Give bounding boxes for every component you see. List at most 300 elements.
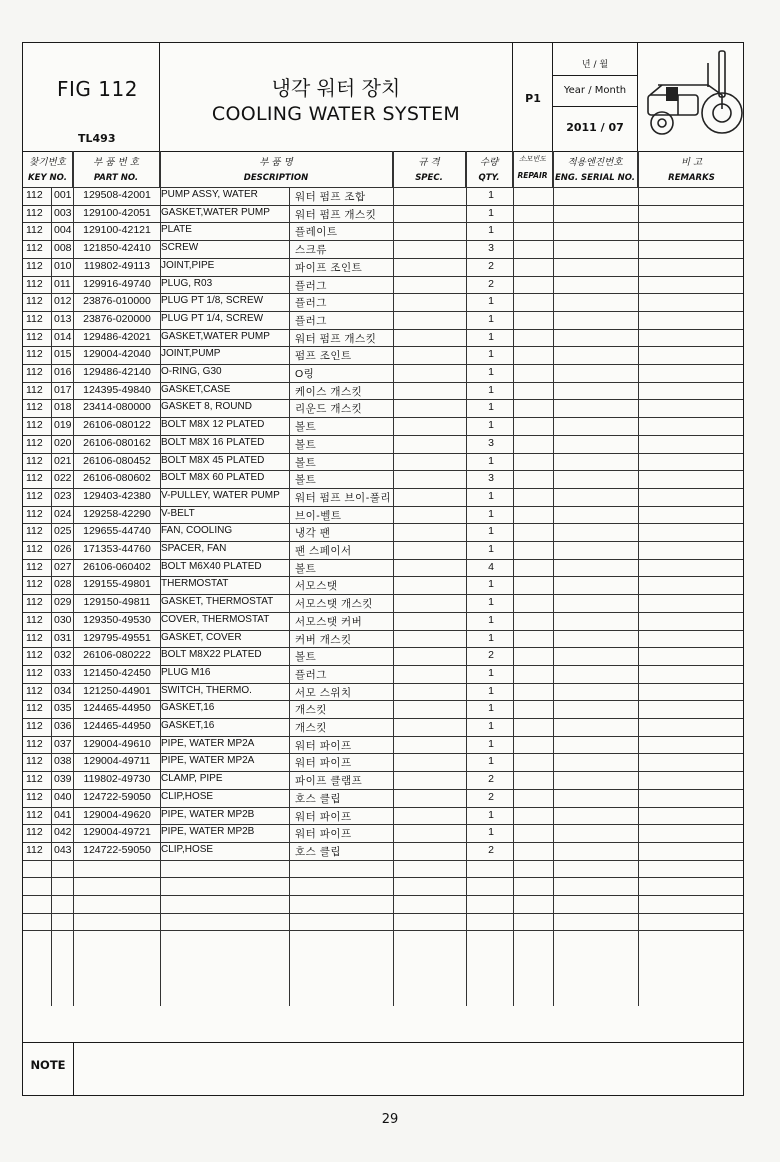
table-row xyxy=(23,842,743,860)
part-number: 26106-080122 xyxy=(83,419,151,432)
fig-number: 112 xyxy=(26,419,43,432)
col-spec-ko: 규 격 xyxy=(418,157,440,168)
row-divider xyxy=(23,382,743,383)
table-row xyxy=(23,364,743,382)
part-number: 129486-42140 xyxy=(83,366,151,378)
part-number: 129100-42051 xyxy=(83,206,151,219)
key-number: 031 xyxy=(54,631,72,644)
fig-number: 112 xyxy=(26,808,43,821)
col-key-ko: 찾기번호 xyxy=(29,157,66,168)
row-divider xyxy=(23,807,743,808)
key-number: 016 xyxy=(54,366,72,378)
key-number: 032 xyxy=(54,649,72,662)
quantity: 1 xyxy=(488,295,494,308)
description: FAN, COOLING xyxy=(161,525,233,537)
part-number: 124395-49840 xyxy=(83,383,151,396)
quantity: 2 xyxy=(488,277,494,290)
korean-name: 워터 파이프 xyxy=(295,828,352,841)
part-number: 129155-49801 xyxy=(83,578,151,591)
korean-name: O링 xyxy=(295,368,315,380)
row-divider xyxy=(23,417,743,418)
table-row xyxy=(23,559,743,577)
quantity: 1 xyxy=(488,543,494,555)
table-row xyxy=(23,470,743,488)
note-box xyxy=(23,1042,743,1095)
key-number: 023 xyxy=(54,489,72,502)
quantity: 1 xyxy=(488,206,494,219)
quantity: 2 xyxy=(488,790,494,803)
col-desc-en: DESCRIPTION xyxy=(243,173,309,183)
col-spec xyxy=(393,151,466,187)
table-row xyxy=(23,612,743,630)
row-divider xyxy=(23,718,743,719)
korean-name: 커버 개스킷 xyxy=(295,633,352,646)
korean-name: 워터 파이프 xyxy=(295,739,352,752)
korean-name: 호스 클립 xyxy=(295,792,341,805)
part-number: 23414-080000 xyxy=(83,401,151,414)
column-divider xyxy=(466,151,467,1006)
description: PLUG PT 1/4, SCREW xyxy=(161,312,264,324)
description: GASKET, THERMOSTAT xyxy=(161,596,274,608)
figure-number: FIG 112 xyxy=(57,77,138,101)
part-number: 124722-59050 xyxy=(83,790,151,803)
korean-name: 볼트 xyxy=(295,456,317,469)
col-spec-en: SPEC. xyxy=(415,173,443,183)
part-number: 129486-42021 xyxy=(83,330,151,343)
fig-number: 112 xyxy=(26,330,43,343)
title-english: COOLING WATER SYSTEM xyxy=(211,103,461,125)
quantity: 1 xyxy=(488,224,494,237)
korean-name: 파이프 조인트 xyxy=(295,261,363,274)
key-number: 028 xyxy=(54,578,72,591)
part-number: 119802-49730 xyxy=(83,773,151,786)
table-row xyxy=(23,736,743,754)
fig-number: 112 xyxy=(26,790,43,803)
table-row xyxy=(23,594,743,612)
fig-number: 112 xyxy=(26,578,43,591)
col-part-no xyxy=(73,151,160,187)
description: THERMOSTAT xyxy=(161,578,229,590)
part-number: 124722-59050 xyxy=(83,843,151,856)
fig-number: 112 xyxy=(26,189,43,201)
description: PLATE xyxy=(161,224,192,236)
row-divider xyxy=(23,364,743,365)
row-divider xyxy=(23,576,743,577)
key-number: 022 xyxy=(54,472,72,485)
fig-number: 112 xyxy=(26,702,43,715)
row-divider xyxy=(23,258,743,259)
quantity: 1 xyxy=(488,312,494,325)
korean-name: 서모스탯 개스킷 xyxy=(295,598,373,611)
korean-name: 개스킷 xyxy=(295,704,327,717)
table-row xyxy=(23,382,743,400)
table-row xyxy=(23,541,743,559)
row-divider xyxy=(23,506,743,507)
korean-name: 서모스탯 xyxy=(295,580,338,593)
part-number: 124465-44950 xyxy=(83,702,151,715)
part-number: 129795-49551 xyxy=(83,631,151,644)
table-row xyxy=(23,824,743,842)
fig-number: 112 xyxy=(26,489,43,502)
year-month-korean: 년 / 월 xyxy=(581,60,609,70)
table-row xyxy=(23,700,743,718)
korean-name: 파이프 클램프 xyxy=(295,775,363,788)
korean-name: 볼트 xyxy=(295,562,317,575)
key-number: 042 xyxy=(54,826,72,839)
column-divider xyxy=(73,151,74,1006)
column-divider xyxy=(51,187,52,1006)
part-number: 119802-49113 xyxy=(83,259,151,272)
description: GASKET,16 xyxy=(161,720,215,731)
part-number: 26106-080452 xyxy=(83,454,151,467)
row-divider xyxy=(23,470,743,471)
description: GASKET,CASE xyxy=(161,383,231,395)
part-number: 26106-060402 xyxy=(83,560,151,573)
description: PLUG PT 1/8, SCREW xyxy=(161,295,264,307)
row-divider xyxy=(23,453,743,454)
table-row xyxy=(23,311,743,329)
quantity: 2 xyxy=(488,259,494,272)
korean-name: 개스킷 xyxy=(295,722,327,734)
fig-number: 112 xyxy=(26,259,43,272)
key-number: 039 xyxy=(54,773,72,786)
key-number: 018 xyxy=(54,401,72,414)
fig-number: 112 xyxy=(26,224,43,237)
part-number: 23876-020000 xyxy=(83,312,151,325)
model-code: TL493 xyxy=(78,132,116,145)
page-number: 29 xyxy=(381,1112,399,1127)
key-number: 030 xyxy=(54,613,72,626)
col-serial-ko: 적용엔진번호 xyxy=(567,157,623,168)
description: BOLT M8X 60 PLATED xyxy=(161,472,265,484)
key-number: 015 xyxy=(54,348,72,361)
column-divider xyxy=(289,187,290,1006)
parts-sheet xyxy=(22,42,744,1096)
fig-number: 112 xyxy=(26,472,43,485)
column-divider xyxy=(553,151,554,1006)
quantity: 1 xyxy=(488,401,494,414)
fig-number: 112 xyxy=(26,649,43,662)
tractor-icon xyxy=(638,43,745,151)
fig-number: 112 xyxy=(26,631,43,644)
key-number: 026 xyxy=(54,543,72,555)
table-row xyxy=(23,453,743,471)
table-row xyxy=(23,276,743,294)
korean-name: 워터 파이프 xyxy=(295,757,352,770)
table-row xyxy=(23,187,743,205)
table-row xyxy=(23,240,743,258)
row-divider xyxy=(23,187,743,188)
part-number: 129100-42121 xyxy=(83,224,151,237)
description: PIPE, WATER MP2B xyxy=(161,826,255,838)
quantity: 1 xyxy=(488,808,494,821)
table-row xyxy=(23,523,743,541)
col-repair-en: REPAIR xyxy=(517,171,548,180)
description: BOLT M8X 45 PLATED xyxy=(161,454,265,466)
col-desc-ko: 부 품 명 xyxy=(259,157,293,168)
description: JOINT,PIPE xyxy=(161,259,215,271)
quantity: 1 xyxy=(488,189,494,201)
fig-number: 112 xyxy=(26,401,43,414)
key-number: 034 xyxy=(54,684,72,697)
korean-name: 리운드 개스킷 xyxy=(295,403,363,416)
year-month-label: Year / Month xyxy=(563,85,627,96)
column-divider xyxy=(393,151,394,1006)
fig-number: 112 xyxy=(26,720,43,732)
column-divider xyxy=(638,151,639,1006)
fig-number: 112 xyxy=(26,383,43,396)
row-divider xyxy=(23,789,743,790)
table-row xyxy=(23,771,743,789)
description: GASKET, COVER xyxy=(161,631,242,643)
fig-number: 112 xyxy=(26,242,43,255)
korean-name: 워터 펌프 개스킷 xyxy=(295,208,377,221)
table-row xyxy=(23,753,743,771)
quantity: 1 xyxy=(488,613,494,626)
divider xyxy=(553,106,637,107)
korean-name: 플레이트 xyxy=(295,226,338,239)
table-row xyxy=(23,647,743,665)
fig-number: 112 xyxy=(26,684,43,697)
table-row xyxy=(23,576,743,594)
row-divider xyxy=(23,346,743,347)
col-qty xyxy=(466,151,513,187)
quantity: 3 xyxy=(488,472,494,485)
key-number: 014 xyxy=(54,330,72,343)
fig-number: 112 xyxy=(26,507,43,520)
korean-name: 워터 펌프 브이-풀리 xyxy=(295,491,391,504)
col-remarks-en: REMARKS xyxy=(668,173,715,183)
row-divider xyxy=(23,842,743,843)
part-number: 121250-44901 xyxy=(83,684,151,697)
part-number: 129258-42290 xyxy=(83,507,151,520)
table-row xyxy=(23,399,743,417)
key-number: 004 xyxy=(54,224,72,237)
fig-number: 112 xyxy=(26,560,43,573)
row-divider xyxy=(23,329,743,330)
row-divider xyxy=(23,541,743,542)
fig-number: 112 xyxy=(26,773,43,786)
row-divider xyxy=(23,753,743,754)
part-number: 26106-080162 xyxy=(83,436,151,449)
quantity: 1 xyxy=(488,507,494,520)
description: V-BELT xyxy=(161,507,195,519)
description: BOLT M6X40 PLATED xyxy=(161,560,262,572)
fig-number: 112 xyxy=(26,295,43,308)
quantity: 1 xyxy=(488,684,494,697)
figure-cell xyxy=(23,43,160,151)
description: V-PULLEY, WATER PUMP xyxy=(161,489,280,501)
col-qty-en: QTY. xyxy=(478,173,500,183)
row-divider xyxy=(23,293,743,294)
korean-name: 브이-벨트 xyxy=(295,509,342,522)
part-number: 23876-010000 xyxy=(83,295,151,308)
part-number: 121850-42410 xyxy=(83,242,151,255)
korean-name: 플러그 xyxy=(295,314,327,327)
description: BOLT M8X22 PLATED xyxy=(161,649,262,661)
key-number: 037 xyxy=(54,737,72,750)
tractor-illustration-cell xyxy=(638,43,745,151)
description: SPACER, FAN xyxy=(161,543,227,554)
key-number: 010 xyxy=(54,259,72,272)
col-qty-ko: 수량 xyxy=(479,157,499,168)
part-number: 129004-49721 xyxy=(83,826,151,839)
part-number: 129004-49620 xyxy=(83,808,151,821)
korean-name: 플러그 xyxy=(295,279,327,292)
quantity: 1 xyxy=(488,631,494,644)
description: BOLT M8X 12 PLATED xyxy=(161,419,265,431)
part-number: 129403-42380 xyxy=(83,489,151,502)
description: PIPE, WATER MP2B xyxy=(161,808,255,820)
korean-name: 플러그 xyxy=(295,297,327,310)
col-key-en: KEY NO. xyxy=(28,173,67,183)
fig-number: 112 xyxy=(26,436,43,449)
key-number: 008 xyxy=(54,242,72,255)
description: GASKET,16 xyxy=(161,702,215,714)
row-divider xyxy=(23,523,743,524)
part-number: 129916-49740 xyxy=(83,277,151,290)
quantity: 1 xyxy=(488,525,494,538)
row-divider xyxy=(23,240,743,241)
key-number: 021 xyxy=(54,454,72,467)
note-label: NOTE xyxy=(23,1043,74,1095)
part-number: 129004-49711 xyxy=(83,755,151,768)
fig-number: 112 xyxy=(26,206,43,219)
quantity: 1 xyxy=(488,366,494,378)
key-number: 003 xyxy=(54,206,72,219)
quantity: 2 xyxy=(488,649,494,662)
korean-name: 워터 펌프 개스킷 xyxy=(295,332,377,345)
fig-number: 112 xyxy=(26,348,43,361)
description: PIPE, WATER MP2A xyxy=(161,755,255,767)
row-divider xyxy=(23,913,743,914)
korean-name: 팬 스페이서 xyxy=(295,545,352,557)
korean-name: 서모 스위치 xyxy=(295,686,352,699)
quantity: 1 xyxy=(488,330,494,343)
quantity: 2 xyxy=(488,843,494,856)
key-number: 017 xyxy=(54,383,72,396)
korean-name: 서모스탯 커버 xyxy=(295,615,363,628)
fig-number: 112 xyxy=(26,312,43,325)
table-row xyxy=(23,346,743,364)
key-number: 029 xyxy=(54,596,72,609)
description: JOINT,PUMP xyxy=(161,348,221,360)
quantity: 3 xyxy=(488,242,494,255)
col-repair xyxy=(513,151,553,187)
col-description xyxy=(160,151,393,187)
description: PLUG, R03 xyxy=(161,277,213,289)
table-row xyxy=(23,417,743,435)
title-korean: 냉각 워터 장치 xyxy=(271,76,401,100)
korean-name: 워터 파이프 xyxy=(295,810,352,823)
quantity: 1 xyxy=(488,755,494,768)
table-row xyxy=(23,435,743,453)
row-divider xyxy=(23,594,743,595)
table-row xyxy=(23,222,743,240)
fig-number: 112 xyxy=(26,737,43,750)
key-number: 001 xyxy=(54,189,72,201)
quantity: 1 xyxy=(488,666,494,679)
title-cell xyxy=(160,43,513,151)
key-number: 036 xyxy=(54,720,72,732)
key-number: 013 xyxy=(54,312,72,325)
row-divider xyxy=(23,771,743,772)
table-row xyxy=(23,665,743,683)
quantity: 1 xyxy=(488,578,494,591)
quantity: 1 xyxy=(488,720,494,732)
column-divider xyxy=(513,151,514,1006)
row-divider xyxy=(23,824,743,825)
col-repair-ko: 소모빈도 xyxy=(518,155,547,163)
part-number: 124465-44950 xyxy=(83,720,151,732)
fig-number: 112 xyxy=(26,277,43,290)
description: GASKET 8, ROUND xyxy=(161,401,252,413)
row-divider xyxy=(23,399,743,400)
row-divider xyxy=(23,630,743,631)
key-number: 011 xyxy=(54,277,71,290)
quantity: 2 xyxy=(488,773,494,786)
row-divider xyxy=(23,895,743,896)
row-divider xyxy=(23,860,743,861)
fig-number: 112 xyxy=(26,454,43,467)
row-divider xyxy=(23,930,743,931)
part-number: 129004-42040 xyxy=(83,348,151,361)
key-number: 027 xyxy=(54,560,72,573)
quantity: 4 xyxy=(488,560,494,573)
key-number: 025 xyxy=(54,525,72,538)
page-code: P1 xyxy=(525,92,541,105)
row-divider xyxy=(23,700,743,701)
description: COVER, THERMOSTAT xyxy=(161,613,270,625)
key-number: 020 xyxy=(54,436,72,449)
korean-name: 볼트 xyxy=(295,438,317,451)
fig-number: 112 xyxy=(26,596,43,609)
fig-number: 112 xyxy=(26,826,43,839)
part-number: 121450-42450 xyxy=(83,666,151,679)
key-number: 038 xyxy=(54,755,72,768)
col-remarks-ko: 비 고 xyxy=(680,157,703,168)
key-number: 012 xyxy=(54,295,72,308)
fig-number: 112 xyxy=(26,843,43,856)
description: CLAMP, PIPE xyxy=(161,773,223,785)
col-remarks xyxy=(638,151,745,187)
part-number: 129350-49530 xyxy=(83,613,151,626)
description: CLIP,HOSE xyxy=(161,843,214,855)
issue-date: 2011 / 07 xyxy=(566,121,624,134)
quantity: 1 xyxy=(488,737,494,750)
korean-name: 플러그 xyxy=(295,668,327,681)
part-number: 129004-49610 xyxy=(83,737,151,750)
row-divider xyxy=(23,276,743,277)
korean-name: 호스 클립 xyxy=(295,845,341,858)
table-row xyxy=(23,488,743,506)
row-divider xyxy=(23,222,743,223)
table-row xyxy=(23,258,743,276)
korean-name: 냉각 팬 xyxy=(295,527,331,540)
col-part-ko: 부 품 번 호 xyxy=(93,157,139,168)
fig-number: 112 xyxy=(26,666,43,679)
description: PIPE, WATER MP2A xyxy=(161,737,255,749)
korean-name: 워터 펌프 조합 xyxy=(295,191,366,203)
fig-number: 112 xyxy=(26,755,43,768)
quantity: 1 xyxy=(488,419,494,432)
table-row xyxy=(23,205,743,223)
col-serial-en: ENG. SERIAL NO. xyxy=(554,173,636,183)
table-row xyxy=(23,789,743,807)
part-number: 26106-080222 xyxy=(83,649,151,662)
table-row xyxy=(23,506,743,524)
row-divider xyxy=(23,435,743,436)
